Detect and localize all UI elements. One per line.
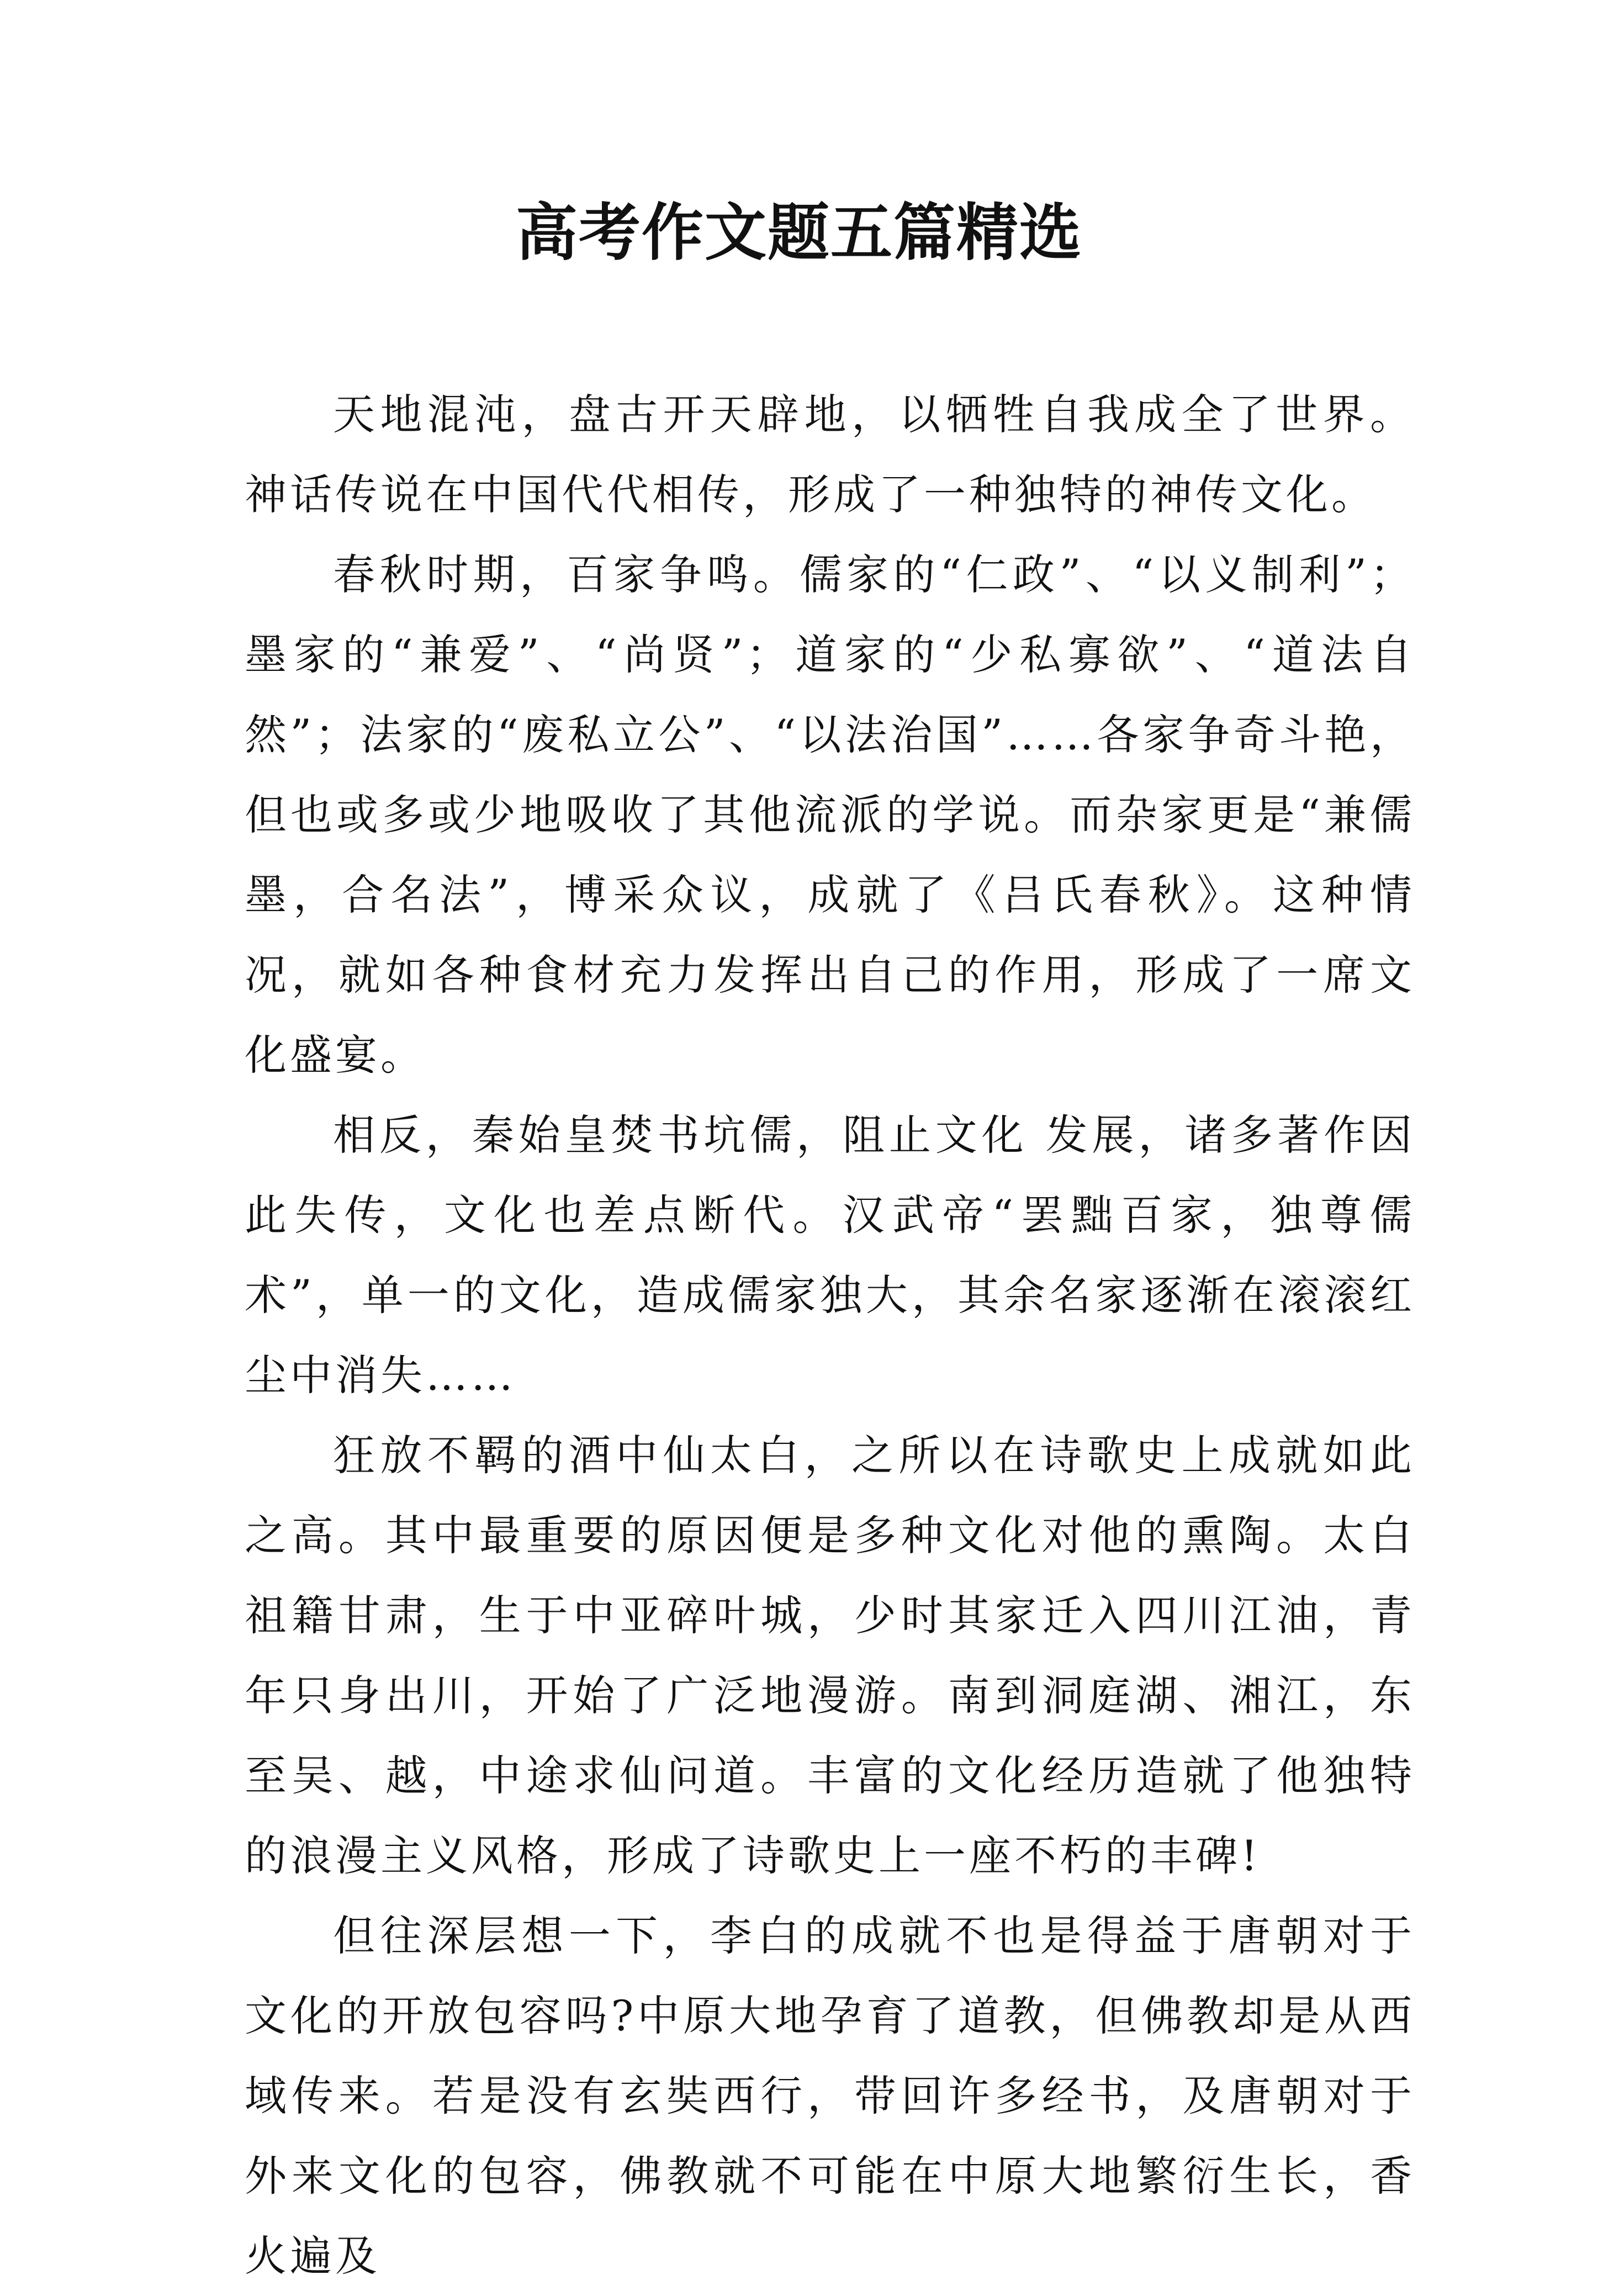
paragraph-3: 相反，秦始皇焚书坑儒，阻止文化 发展，诸多著作因此失传，文化也差点断代。汉武帝“罢黜百家，独尊儒术”，单一的文化，造成儒家独大，其余名家逐渐在滚滚红尘中消失……: [245, 1110, 1415, 1400]
document-body: [245, 374, 1415, 2296]
paragraph-1: 天地混沌，盘古开天辟地，以牺牲自我成全了世界。神话传说在中国代代相传，形成了一种独特的神传文化。: [245, 390, 1415, 519]
paragraph-5: 但往深层想一下，李白的成就不也是得益于唐朝对于文化的开放包容吗?中原大地孕育了道教，但佛教却是从西域传来。若是没有玄奘西行，带回许多经书，及唐朝对于外来文化的包容，佛教就不可能在中原大地繁衍生长，香火遍及: [245, 1911, 1415, 2281]
paragraph-4: 狂放不羁的酒中仙太白，之所以在诗歌史上成就如此之高。其中最重要的原因便是多种文化对他的熏陶。太白祖籍甘肃，生于中亚碎叶城，少时其家迁入四川江油，青年只身出川，开始了广泛地漫游。南到洞庭湖、湘江，东至吴、越，中途求仙问道。丰富的文化经历造就了他独特的浪漫主义风格，形成了诗歌史上一座不朽的丰碑!: [245, 1431, 1415, 1880]
document-title: 高考作文题五篇精选: [516, 197, 1082, 269]
paragraph-2: 春秋时期，百家争鸣。儒家的“仁政”、“以义制利”；墨家的“兼爱”、“尚贤”；道家的“少私寡欲”、“道法自然”；法家的“废私立公”、“以法治国”……各家争奇斗艳，但也或多或少地吸收了其他流派的学说。而杂家更是“兼儒墨，合名法”，博采众议，成就了《吕氏春秋》。这种情况，就如各种食材充力发挥出自己的作用，形成了一席文化盛宴。: [245, 550, 1415, 1080]
